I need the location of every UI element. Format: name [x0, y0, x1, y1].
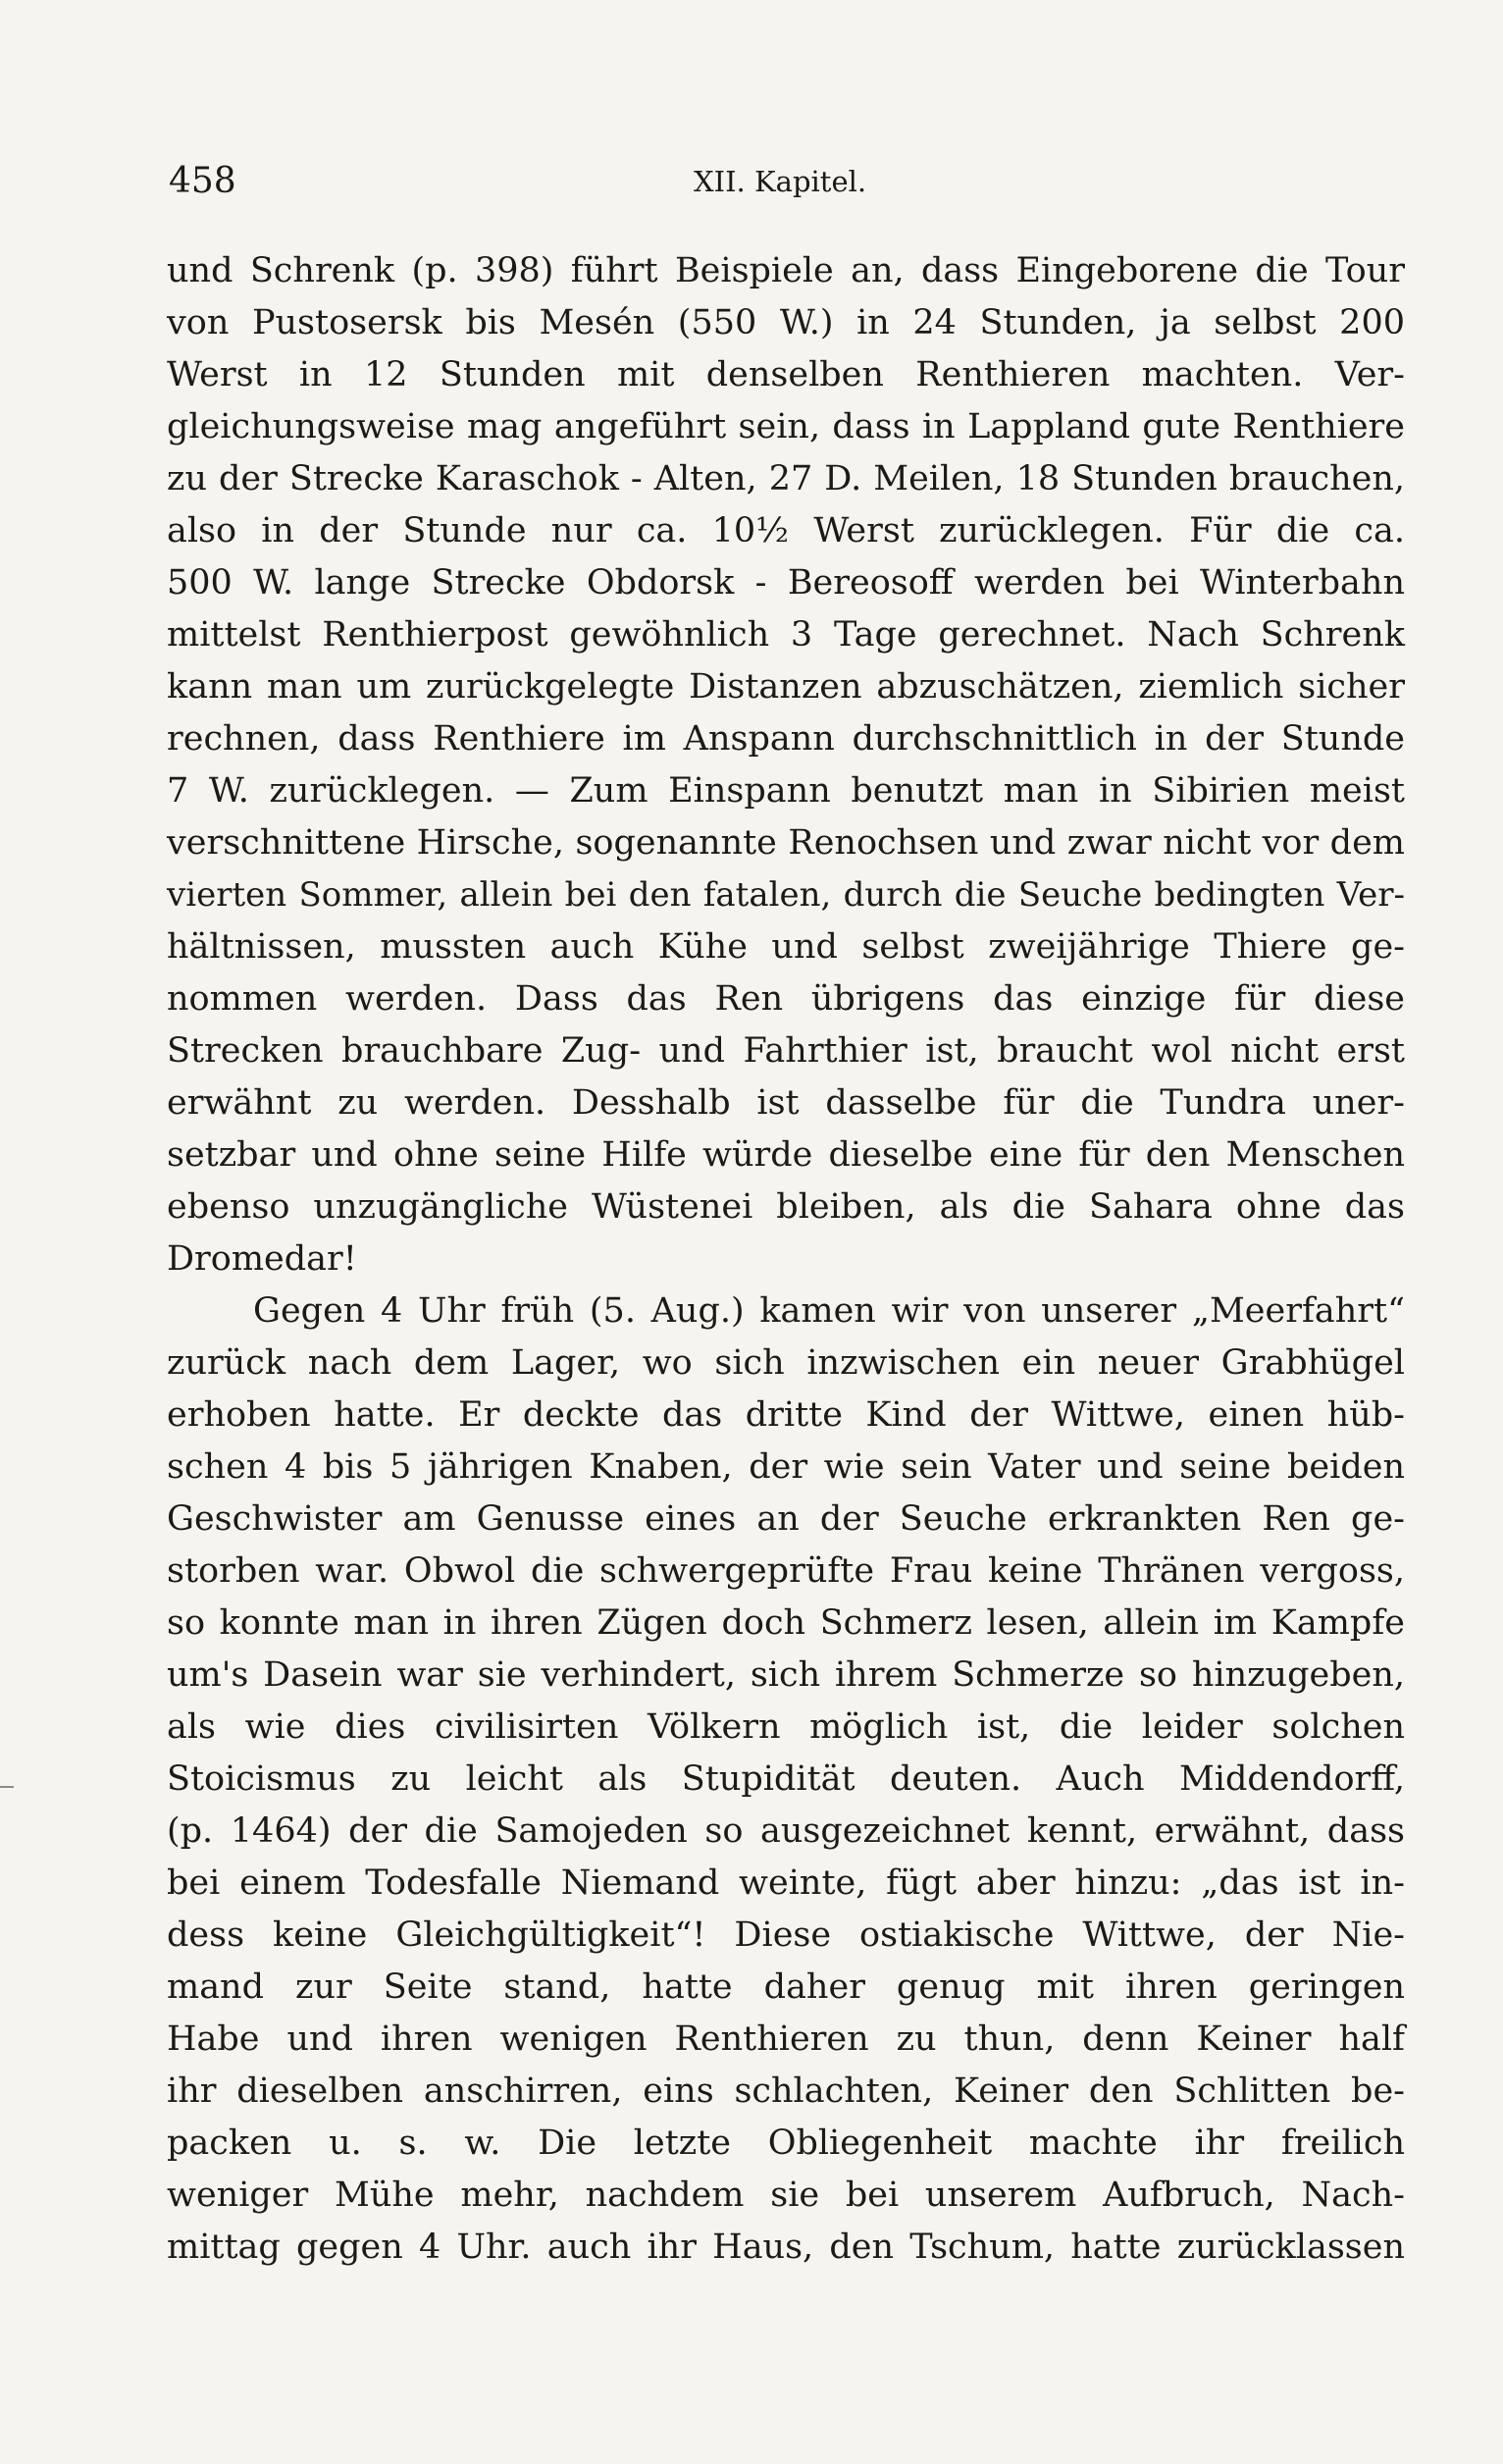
page-header — [169, 157, 1405, 206]
text-line: (p. 1464) der die Samojeden so ausgezeichnet kennt, erwähnt, dass — [167, 1811, 1405, 1851]
text-line: dess keine Gleichgültigkeit“! Diese ostiakische Wittwe, der Nie- — [167, 1915, 1405, 1955]
text-line: Strecken brauchbare Zug- und Fahrthier ist, braucht wol nicht erst — [167, 1031, 1405, 1071]
text-line: ihr dieselben anschirren, eins schlachten, Keiner den Schlitten be- — [167, 2071, 1405, 2111]
text-line: nommen werden. Dass das Ren übrigens das einzige für diese — [167, 979, 1405, 1019]
text-line: rechnen, dass Renthiere im Anspann durchschnittlich in der Stunde — [167, 719, 1405, 759]
text-line: mittelst Renthierpost gewöhnlich 3 Tage gerechnet. Nach Schrenk — [167, 615, 1405, 655]
running-head: XII. Kapitel. — [694, 165, 867, 198]
text-line: zurück nach dem Lager, wo sich inzwischen ein neuer Grabhügel — [167, 1343, 1405, 1383]
text-line: so konnte man in ihren Zügen doch Schmerz lesen, allein im Kampfe — [167, 1603, 1405, 1643]
text-line: also in der Stunde nur ca. 10½ Werst zurücklegen. Für die ca. — [167, 511, 1405, 550]
text-line: vierten Sommer, allein bei den fatalen, durch die Seuche bedingten Ver- — [167, 875, 1405, 915]
text-line: Geschwister am Genusse eines an der Seuche erkrankten Ren ge- — [167, 1499, 1405, 1539]
text-line: gleichungsweise mag angeführt sein, dass in Lappland gute Renthiere — [167, 407, 1405, 446]
margin-mark — [0, 1786, 14, 1788]
text-line: erhoben hatte. Er deckte das dritte Kind der Wittwe, einen hüb- — [167, 1395, 1405, 1435]
text-line: bei einem Todesfalle Niemand weinte, fügt aber hinzu: „das ist in- — [167, 1863, 1405, 1903]
text-line: verschnittene Hirsche, sogenannte Renochsen und zwar nicht vor dem — [167, 823, 1405, 863]
text-line: storben war. Obwol die schwergeprüfte Frau keine Thränen vergoss, — [167, 1551, 1405, 1591]
text-line: mittag gegen 4 Uhr. auch ihr Haus, den Tschum, hatte zurücklassen — [167, 2228, 1405, 2267]
text-line: Gegen 4 Uhr früh (5. Aug.) kamen wir von unserer „Meerfahrt“ — [253, 1291, 1405, 1331]
text-line: erwähnt zu werden. Desshalb ist dasselbe für die Tundra uner- — [167, 1083, 1405, 1123]
text-line: setzbar und ohne seine Hilfe würde dieselbe eine für den Menschen — [167, 1135, 1405, 1175]
text-line: mand zur Seite stand, hatte daher genug mit ihren geringen — [167, 1967, 1405, 2007]
text-line: schen 4 bis 5 jährigen Knaben, der wie sein Vater und seine beiden — [167, 1447, 1405, 1487]
text-line: weniger Mühe mehr, nachdem sie bei unserem Aufbruch, Nach- — [167, 2176, 1405, 2215]
text-line: 7 W. zurücklegen. — Zum Einspann benutzt man in Sibirien meist — [167, 771, 1405, 811]
text-line: packen u. s. w. Die letzte Obliegenheit machte ihr freilich — [167, 2123, 1405, 2163]
text-line: als wie dies civilisirten Völkern möglich ist, die leider solchen — [167, 1707, 1405, 1747]
text-line: hältnissen, mussten auch Kühe und selbst zweijährige Thiere ge- — [167, 927, 1405, 967]
text-line: Habe und ihren wenigen Renthieren zu thun, denn Keiner half — [167, 2019, 1405, 2059]
text-line: Stoicismus zu leicht als Stupidität deuten. Auch Middendorff, — [167, 1759, 1405, 1799]
text-line: um's Dasein war sie verhindert, sich ihrem Schmerze so hinzugeben, — [167, 1655, 1405, 1695]
page-number: 458 — [169, 161, 236, 201]
text-line: kann man um zurückgelegte Distanzen abzuschätzen, ziemlich sicher — [167, 667, 1405, 707]
text-line: 500 W. lange Strecke Obdorsk - Bereosoff werden bei Winterbahn — [167, 563, 1405, 603]
text-line: und Schrenk (p. 398) führt Beispiele an, dass Eingeborene die Tour — [167, 251, 1405, 290]
text-line: Dromedar! — [167, 1239, 357, 1279]
text-line: von Pustosersk bis Mesén (550 W.) in 24 Stunden, ja selbst 200 — [167, 303, 1405, 342]
text-line: Werst in 12 Stunden mit denselben Renthieren machten. Ver- — [167, 355, 1405, 394]
body-text — [167, 245, 1405, 2274]
text-line: zu der Strecke Karaschok - Alten, 27 D. Meilen, 18 Stunden brauchen, — [167, 459, 1405, 498]
text-line: ebenso unzugängliche Wüstenei bleiben, als die Sahara ohne das — [167, 1187, 1405, 1227]
